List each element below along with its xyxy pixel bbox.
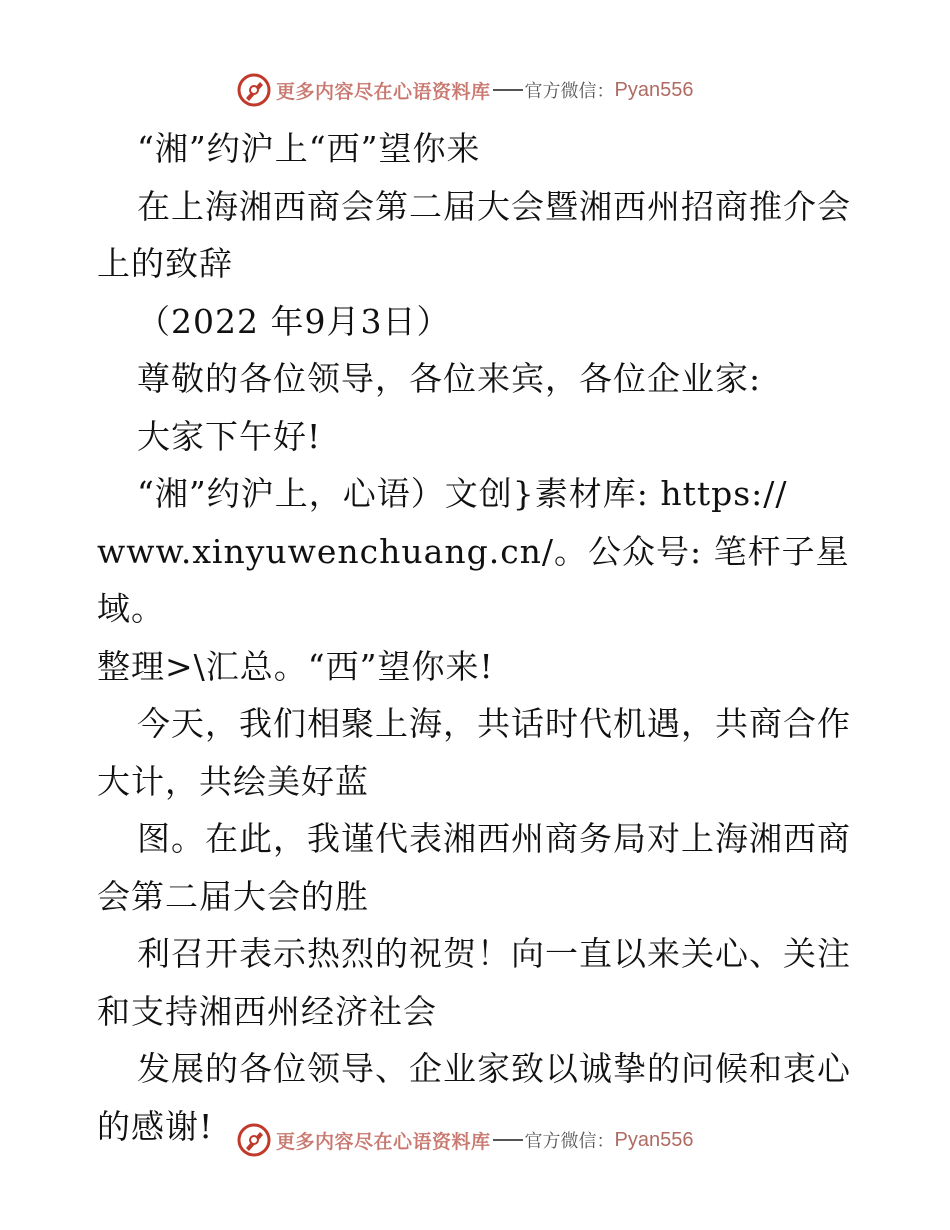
doc-paragraph-line: 利召开表示热烈的祝贺！向一直以来关心、关注 — [137, 934, 851, 973]
doc-subtitle-line-2: 上的致辞 — [97, 244, 233, 283]
banner-wechat-label: 官方微信： — [524, 1131, 615, 1152]
banner-wechat-id: Pyan556 — [614, 1128, 694, 1151]
pen-logo-icon — [236, 1122, 272, 1158]
banner-dash — [493, 1139, 523, 1141]
doc-date: （2022 年9月3日） — [137, 301, 451, 341]
footer-watermark-banner — [236, 1120, 693, 1160]
doc-paragraph-line: 整理>\汇总。“西”望你来! — [97, 646, 494, 686]
doc-paragraph-line: 发展的各位领导、企业家致以诚挚的问候和衷心 — [137, 1049, 851, 1088]
doc-paragraph-line: 大计，共绘美好蓝 — [97, 761, 369, 801]
banner-text: 更多内容尽在心语资料库 — [276, 80, 491, 103]
doc-paragraph-line: www.xinyuwenchuang.cn/。公众号: 笔杆子星域。 — [97, 531, 850, 628]
doc-title: “湘”约沪上“西”望你来 — [137, 129, 481, 168]
document-body — [97, 120, 857, 1155]
doc-paragraph-line: “湘”约沪上，心语）文创}素材库: https:// — [137, 474, 788, 513]
doc-paragraph-line: 图。在此，我谨代表湘西州商务局对上海湘西商 — [137, 819, 851, 858]
doc-paragraph-line: 会第二届大会的胜 — [97, 876, 369, 916]
doc-paragraph-line: 的感谢! — [97, 1106, 214, 1146]
banner-text: 更多内容尽在心语资料库 — [276, 1130, 491, 1153]
doc-greeting: 大家下午好! — [137, 416, 322, 456]
doc-salutation: 尊敬的各位领导，各位来宾，各位企业家: — [137, 359, 762, 398]
header-watermark-banner — [236, 70, 693, 110]
banner-wechat-label: 官方微信： — [524, 81, 615, 102]
pen-logo-icon — [236, 72, 272, 108]
doc-subtitle-line-1: 在上海湘西商会第二届大会暨湘西州招商推介会 — [137, 186, 851, 226]
banner-wechat-id: Pyan556 — [614, 78, 694, 101]
doc-paragraph-line: 今天，我们相聚上海，共话时代机遇，共商合作 — [137, 704, 851, 743]
banner-dash — [493, 89, 523, 91]
doc-paragraph-line: 和支持湘西州经济社会 — [97, 991, 437, 1031]
